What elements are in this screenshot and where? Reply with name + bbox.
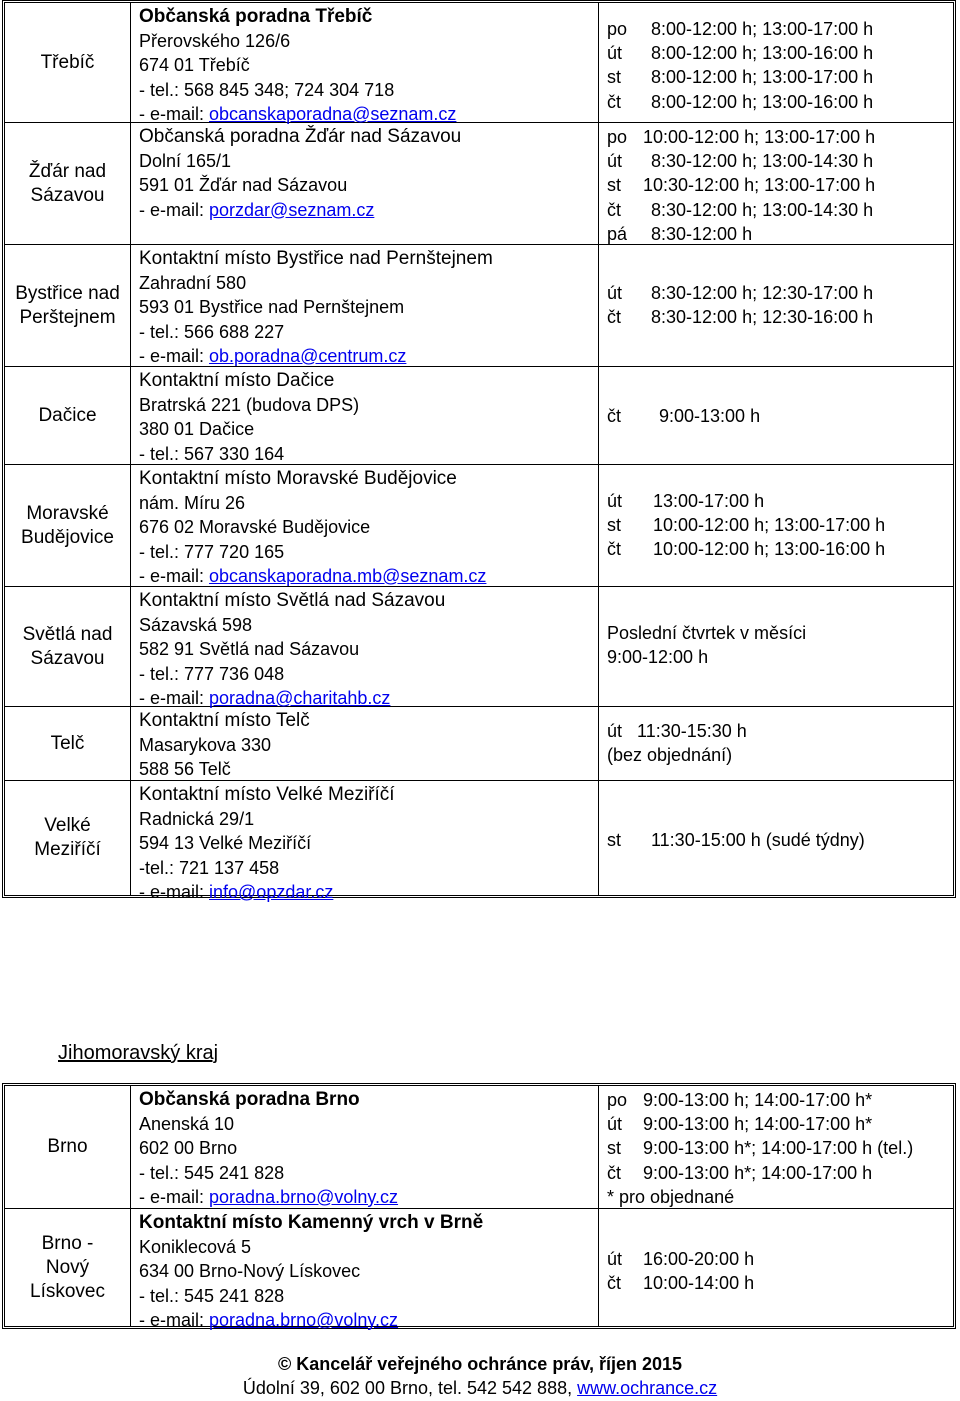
hours-line xyxy=(607,305,953,329)
day: st xyxy=(607,515,622,536)
website-link[interactable]: www.ochrance.cz xyxy=(577,1378,718,1398)
city-name: Třebíč xyxy=(40,51,95,73)
city-cell xyxy=(5,123,131,244)
time: 16:00-20:00 h xyxy=(643,1249,755,1269)
email-link[interactable]: poradna@charitahb.cz xyxy=(209,687,391,708)
hours-line xyxy=(607,90,953,114)
phone: - tel.: 777 720 165 xyxy=(139,541,285,562)
region-heading: Jihomoravský kraj xyxy=(58,1042,219,1064)
street: Anenská 10 xyxy=(139,1114,235,1135)
city-cell xyxy=(5,245,131,366)
day: čt xyxy=(607,1273,622,1294)
hours-line xyxy=(607,1247,953,1271)
time: 8:00-12:00 h; 13:00-17:00 h xyxy=(651,67,874,88)
email-line xyxy=(139,880,598,904)
hours-line xyxy=(607,222,953,246)
hours-line xyxy=(607,1088,953,1112)
address-cell xyxy=(131,781,599,902)
city-cell xyxy=(5,587,131,706)
postal-city: 602 00 Brno xyxy=(139,1138,238,1159)
day: čt xyxy=(607,199,622,220)
city-name: Žďár nad Sázavou xyxy=(28,160,107,206)
footer-contact-line xyxy=(0,1376,960,1400)
email-link[interactable]: obcanskaporadna.mb@seznam.cz xyxy=(209,565,487,586)
email-link[interactable]: porzdar@seznam.cz xyxy=(209,199,375,220)
hours-cell xyxy=(599,3,953,136)
city-name: Brno - Nový Lískovec xyxy=(30,1232,105,1302)
footer xyxy=(0,1352,960,1400)
office-name: Kontaktní místo Dačice xyxy=(139,370,335,391)
hours-line xyxy=(607,65,953,89)
email-line xyxy=(139,1185,598,1209)
email-label: - e-mail: xyxy=(139,103,210,124)
time: 8:30-12:00 h; 13:00-14:30 h xyxy=(651,151,874,172)
address-cell xyxy=(131,123,599,244)
table-row xyxy=(5,1086,953,1209)
city-cell xyxy=(5,367,131,464)
street: Dolní 165/1 xyxy=(139,151,232,172)
street: Koniklecová 5 xyxy=(139,1237,252,1258)
day: čt xyxy=(607,307,622,328)
address-cell xyxy=(131,587,599,706)
postal-city: 380 01 Dačice xyxy=(139,419,255,440)
street: nám. Míru 26 xyxy=(139,493,246,514)
hours-line xyxy=(607,149,953,173)
email-link[interactable]: info@opzdar.cz xyxy=(209,881,334,902)
day: st xyxy=(607,830,622,850)
time: 9:00-13:00 h; 14:00-17:00 h* xyxy=(643,1090,873,1110)
email-label: - e-mail: xyxy=(139,1309,210,1330)
table-row xyxy=(5,465,953,587)
copyright-line: © Kancelář veřejného ochránce práv, říjen 2015 xyxy=(277,1354,683,1374)
office-name: Kontaktní místo Světlá nad Sázavou xyxy=(139,590,446,611)
city-cell xyxy=(5,781,131,895)
phone: -tel.: 721 137 458 xyxy=(139,857,280,878)
city-cell xyxy=(5,1209,131,1326)
email-line xyxy=(139,1308,598,1332)
postal-city: 593 01 Bystřice nad Pernštejnem xyxy=(139,297,405,318)
day: út xyxy=(607,43,623,64)
time: 13:00-17:00 h xyxy=(653,491,765,511)
city-cell xyxy=(5,465,131,586)
day: po xyxy=(607,19,628,39)
hours-line xyxy=(607,281,953,305)
office-name: Občanská poradna Brno xyxy=(139,1089,360,1110)
address-cell xyxy=(131,1209,599,1330)
email-label: - e-mail: xyxy=(139,565,210,586)
time: 11:30-15:00 h (sudé týdny) xyxy=(651,830,865,850)
city-name: Světlá nad Sázavou xyxy=(22,623,113,669)
day: po xyxy=(607,127,628,147)
hours-line xyxy=(607,1271,953,1295)
email-link[interactable]: obcanskaporadna@seznam.cz xyxy=(209,103,457,124)
office-name: Kontaktní místo Bystřice nad Pernštejnem xyxy=(139,248,493,269)
street: Radnická 29/1 xyxy=(139,809,255,830)
day: čt xyxy=(607,1162,622,1183)
city-name: Bystřice nad Perštejnem xyxy=(15,282,120,328)
time: 8:00-12:00 h; 13:00-17:00 h xyxy=(651,19,874,39)
hours-cell xyxy=(599,1209,953,1364)
city-name: Telč xyxy=(50,732,85,754)
table-row xyxy=(5,1209,953,1330)
table-row xyxy=(5,367,953,465)
contacts-table-jihomoravsky xyxy=(2,1083,956,1329)
postal-city: 674 01 Třebíč xyxy=(139,55,250,76)
email-link[interactable]: poradna.brno@volny.cz xyxy=(209,1309,399,1330)
street: Bratrská 221 (budova DPS) xyxy=(139,395,360,416)
time: 10:30-12:00 h; 13:00-17:00 h xyxy=(643,175,876,196)
city-name: Brno xyxy=(47,1136,88,1157)
hours-line xyxy=(607,17,953,41)
table-row xyxy=(5,781,953,902)
table-row xyxy=(5,3,953,123)
hours-note: Poslední čtvrtek v měsíci xyxy=(607,623,807,643)
hours-line xyxy=(607,537,953,561)
office-name: Občanská poradna Třebíč xyxy=(139,6,373,27)
hours-line xyxy=(607,404,953,428)
phone: - tel.: 777 736 048 xyxy=(139,663,285,684)
address-cell xyxy=(131,245,599,366)
street: Přerovského 126/6 xyxy=(139,31,291,52)
hours-line xyxy=(607,489,953,513)
email-label: - e-mail: xyxy=(139,881,210,902)
day: st xyxy=(607,175,622,196)
phone: - tel.: 568 845 348; 724 304 718 xyxy=(139,79,395,100)
table-row xyxy=(5,245,953,367)
day: čt xyxy=(607,91,622,112)
time: 9:00-13:00 h xyxy=(659,406,761,426)
time: 9:00-13:00 h*; 14:00-17:00 h xyxy=(643,1162,873,1183)
street: Zahradní 580 xyxy=(139,273,247,294)
email-label: - e-mail: xyxy=(139,199,210,220)
day: pá xyxy=(607,223,628,244)
address-cell xyxy=(131,1086,599,1208)
email-line xyxy=(139,564,598,588)
hours-cell xyxy=(599,1086,953,1210)
email-link[interactable]: ob.poradna@centrum.cz xyxy=(209,345,407,366)
contacts-table-vysocina xyxy=(2,0,956,902)
address-cell xyxy=(131,3,599,122)
time: 8:30-12:00 h; 12:30-17:00 h xyxy=(651,283,874,303)
time: 10:00-14:00 h xyxy=(643,1273,755,1294)
hours-cell xyxy=(599,707,953,792)
street: Sázavská 598 xyxy=(139,615,253,636)
time: 8:00-12:00 h; 13:00-16:00 h xyxy=(651,43,874,64)
postal-city: 591 01 Žďár nad Sázavou xyxy=(139,175,348,196)
office-name: Kontaktní místo Kamenný vrch v Brně xyxy=(139,1212,484,1233)
hours-cell xyxy=(599,781,953,942)
hours-line xyxy=(607,173,953,197)
day: st xyxy=(607,67,622,88)
table-row xyxy=(5,587,953,707)
day: út xyxy=(607,151,623,172)
email-label: - e-mail: xyxy=(139,1186,210,1207)
hours-line xyxy=(607,1136,953,1160)
postal-city: 634 00 Brno-Nový Lískovec xyxy=(139,1261,361,1282)
day: čt xyxy=(607,539,622,560)
city-cell xyxy=(5,707,131,780)
time: 9:00-13:00 h*; 14:00-17:00 h (tel.) xyxy=(643,1138,914,1159)
day: út xyxy=(607,491,623,511)
office-name: Občanská poradna Žďár nad Sázavou xyxy=(139,126,462,147)
time: 8:00-12:00 h; 13:00-16:00 h xyxy=(651,91,874,112)
hours-line xyxy=(607,513,953,537)
table-row xyxy=(5,707,953,781)
office-name: Kontaktní místo Moravské Budějovice xyxy=(139,468,457,489)
hours-line xyxy=(607,41,953,65)
postal-city: 594 13 Velké Meziříčí xyxy=(139,833,312,854)
city-name: Moravské Budějovice xyxy=(21,502,114,548)
postal-city: 582 91 Světlá nad Sázavou xyxy=(139,639,360,660)
hours-line xyxy=(607,1112,953,1136)
hours-note: (bez objednání) xyxy=(607,745,733,766)
time: 8:30-12:00 h xyxy=(651,223,753,244)
time: 10:00-12:00 h; 13:00-17:00 h xyxy=(643,127,876,147)
email-label: - e-mail: xyxy=(139,687,210,708)
address-cell xyxy=(131,465,599,586)
street: Masarykova 330 xyxy=(139,735,272,756)
address-cell xyxy=(131,367,599,464)
time: 8:30-12:00 h; 12:30-16:00 h xyxy=(651,307,874,328)
phone: - tel.: 567 330 164 xyxy=(139,443,285,464)
hours-note: 9:00-12:00 h xyxy=(607,647,709,668)
city-cell xyxy=(5,3,131,122)
day: út xyxy=(607,1249,623,1269)
footnote: * pro objednané xyxy=(607,1186,735,1207)
time: 10:00-12:00 h; 13:00-16:00 h xyxy=(653,539,886,560)
office-name: Kontaktní místo Velké Meziříčí xyxy=(139,784,395,805)
hours-cell xyxy=(599,123,953,246)
day: čt xyxy=(607,406,622,426)
time: 10:00-12:00 h; 13:00-17:00 h xyxy=(653,515,886,536)
phone: - tel.: 545 241 828 xyxy=(139,1162,285,1183)
time: 9:00-13:00 h; 14:00-17:00 h* xyxy=(643,1114,873,1135)
day: út xyxy=(607,1114,623,1135)
email-link[interactable]: poradna.brno@volny.cz xyxy=(209,1186,399,1207)
hours-note: út 11:30-15:30 h xyxy=(607,721,747,741)
phone: - tel.: 545 241 828 xyxy=(139,1285,285,1306)
day: út xyxy=(607,283,623,303)
email-line xyxy=(139,344,598,368)
email-label: - e-mail: xyxy=(139,345,210,366)
time: 8:30-12:00 h; 13:00-14:30 h xyxy=(651,199,874,220)
email-line xyxy=(139,198,598,222)
hours-line xyxy=(607,125,953,149)
hours-line xyxy=(607,198,953,222)
city-name: Velké Meziříčí xyxy=(34,815,101,860)
footer-address: Údolní 39, 602 00 Brno, tel. 542 542 888, xyxy=(242,1378,578,1398)
postal-city: 588 56 Telč xyxy=(139,759,231,780)
day: st xyxy=(607,1138,622,1159)
phone: - tel.: 566 688 227 xyxy=(139,321,285,342)
address-cell xyxy=(131,707,599,780)
table-row xyxy=(5,123,953,245)
hours-line xyxy=(607,828,953,852)
city-name: Dačice xyxy=(38,404,97,426)
office-name: Kontaktní místo Telč xyxy=(139,710,310,731)
postal-city: 676 02 Moravské Budějovice xyxy=(139,517,371,538)
hours-line xyxy=(607,1161,953,1185)
day: po xyxy=(607,1090,628,1110)
city-cell xyxy=(5,1086,131,1208)
